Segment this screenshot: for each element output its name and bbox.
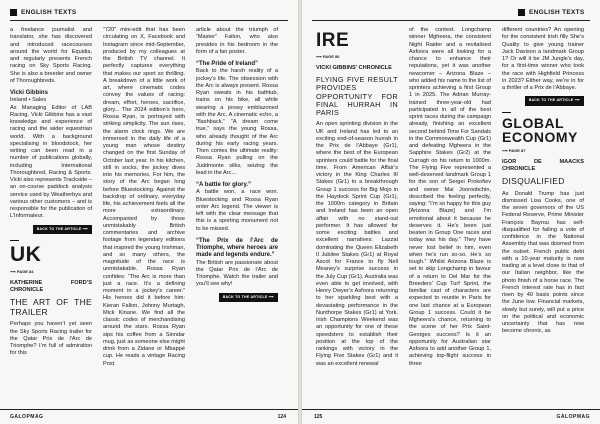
header-square-icon [10,9,17,16]
bio-text: As Managing Editor of LAB Racing, Vicki Gibbins has a vast knowledge and experience of racing and the wider equestrian world. With a background specialising in bloodstock, her writing can been read in a number of publications globally, including International Thoroughbred, Racing & Sports. Vicki also represents Trackside – an on-course paddock analysis service used by Weatherbys and various other customers – and is responsible for the publication of L’Informateur. [10,104,92,220]
article-text: article about the triumph of “Master” Fallon, who also presides in his bedroom in the form of a fan poster. [196,27,278,55]
section-title-global-economy: GLOBAL ECONOMY [502,114,578,145]
section-header-right [518,6,585,19]
left-col-1 [10,27,92,412]
section-label: ENGLISH TEXTS [21,9,77,16]
brand-logo: GALOPMAG [10,414,44,420]
article-text: “720” mini-edit that has been circulating on X, Facebook and Instagram since mid-September, produced by my colleagues at the British TV channel. It perfectly captures everything that makes our sport so thrilling. A breakdown of a little work of art, where cinematic codes convey the values of racing: dream, effort, heroes, sacrifice, glory... The 2024 edition’s hero, Rossa Ryan, is portrayed with striking simplicity. The sun rises, the alarm clock rings. We are immersed in the daily life of a young man whose destiny changed on the first Sunday of October last year. In his kitchen, still in socks, the jockey dives into his memories. For him, the story of the Arc began long before Bluestocking. Against the backdrop of ordinary, everyday life, his achievement feels all the more extraordinary. Accompanied by those unmistakably British commentaries and archive footage from legendary editions that inspired the young Irishman, and so many others, the magnitude of the race is unmistakable. Rossa Ryan confides: “The Arc is more than just a race. It’s a defining moment in a jockey’s career.” His heroes did it before him: Kieran Fallon, Johnny Murtagh, Mick Kinane. We find all the classic codes of merchandising around the stars. Rossa Ryan sips his coffee from a Sinndar mug, just as someone else might drink from a Zidane or Mbappé cup. He reads a vintage Racing Post [103,27,185,367]
chronicle-deck: FLYING FIVE RESULT PROVIDES OPPORTUNITY FOR FINAL HURRAH IN PARIS [316,75,398,118]
divider [10,240,19,241]
subheading: “A battle for glory.” [196,182,252,188]
article-text: different countries? An opening for the consistent Irish filly She’s Quality to give young trainer Jack Davison a landmark Group 1? Or will it be JM Jungle’s day, for a first-time winner who took the race with Highfield Princess in 2023? Either way, we’re in for a thriller of a Prix de l’Abbaye. [502,27,584,91]
page-number: 124 [277,414,286,420]
bio-role: Ireland • Sales [10,97,47,104]
back-row [10,225,92,235]
subheading: “The Pride of Ireland” [196,61,259,67]
left-page [0,0,298,424]
article-text: An open sprinting division in the UK and Ireland has led to an exciting end-of-season hurrah in the Prix de l’Abbaye (Gr1), where the best of the European sprinters could battle for the final time. From American Affair’s victory in the King Charles III Stakes (Gr1) to a breakthrough Group 1 success for Big Mojo in the Haydock Sprint Cup (Gr1), the 1000m category in Britain and Ireland has been an open affair with no stand-out performer. It has allowed for some exciting battles and excellent narratives: Lazzat dominating the Queen Elizabeth II Jubilee Stakes (Gr1) at Royal Ascot for France to fly Nell Meaney’s surprise success in the July Cup (Gr1). Australia was even able to get involved, with Henry Dwyer’s Asfoora returning to her sparkling best with a devastating performance in the Nunthorpe Stakes (Gr1) at York. Irish Champions Weekend was an opportunity for one of these speedsters to establish their position at the top of the rankings with victory in the Flying Five Stakes (Gr1) and it was an excellent renewal [316,121,398,367]
left-col-2 [103,27,185,412]
chronicle-deck: THE ART OF THE TRAILER [10,297,92,317]
article-text: As Donald Trump has just dismissed Lisa Cooks, one of the seven governors of the US Federal Reserve, Prime Minister François Bayrou has self-disqualified for failing a vote of confidence in the National Assembly that was doomed from the outset. French public debt with a 10-year maturity is now trading at a level close to that of our Italian neighbor, like the photo finish of a horse race. The French interest rate has in fact risen by 40 basis points since the June low. Financial markets, slowly but surely, will put a price on the political and economic uncertainty that has now become chronic, as [502,190,584,335]
article-text: Back to the harsh reality of a jockey’s life. The obsession with the Arc is always present. Rossa Ryan sweats in his bathtub, trains on his bike, all while wearing a jersey emblazoned with the Arc. A cinematic echo, a “flashback.” “A dream come true,” says the young Rossa, who already thought of the Arc during his early racing years. Then comes the ultimate reality: Rossa Ryan pulling on the Juddmonte silks, seizing the lead in the Arc... [196,68,278,176]
section-title-ire: IRE [316,30,350,51]
chronicle-author: KATHERINE FORD’S CHRONICLE [10,280,92,294]
subheading: “The Prix de l’Arc de Triomphe, where heroes are made and legends endure.” [196,237,278,259]
page-footer [302,409,600,424]
article-text: The British are passionate about the Qatar Prix de l’Arc de Triomphe. Watch the trailer and you’ll see why! [196,259,278,288]
chronicle-text: Perhaps you haven’t yet seen the Sky Sports Racing trailer for the Qatar Prix de l’Arc de Triomphe? I’m full of admiration for this [10,321,92,357]
article-text: A battle won, a race won. Bluestocking and Rossa Ryan enter Arc legend. The viewer is left with the clear message that this is a sporting monument not to be missed. [196,189,278,232]
chronicle-deck: DISQUALIFIED [502,176,565,187]
left-col-3 [196,27,278,412]
back-row [196,293,278,303]
article-text: of the contest. Longchamp winner Mgheera, the consistent Night Raider and a revitalised Asfoora were all looking for a chance to enhance their reputations, yet it was another newcomer – Arizona Blaze – who added his name to the list of sprinters achieving a first Group 1 in 2025. The Adrian Murray-trained three-year-old had participated in all of the best sprint races during the campaign already, finishing an excellent second behind Time For Sandals in the Commonwealth Cup (Gr1) and defeating Mgheera in the Sapphire Stakes (Gr2) at the Curragh on his return to 1000m. The Flying Five represented a well-deserved landmark Group 1 for the son of Sergei Prokofiev and owner Mai Jooroobchin, described the feeling perfectly, saying: “I’m so happy for this guy [Arizona Blaze] and I’m emotional about it because he deserves it. He’s been just beaten in Group One races and today was his day.” They have never lost belief in him, even when he’s run so-so. He’s so tough.” Whilst Arizona Blaze is set to skip Longchamp in favour of a return to Del Mar for the Breeders’ Cup Turf Sprint, the familiar cast of characters are expected to reunite in Paris for one last chance at a European Group 1 success. Could it be Mgheera’s chance, returning to the scene of her Prix Saint-Georges success? Is it an opportunity for Australian star Asfoora to add another Group 1, achieving top-flight success in three [409,27,491,367]
right-page [302,0,600,424]
page-ref-link[interactable]: ⟶ PAGE 84 [10,269,34,275]
back-to-article-button[interactable]: BACK TO THE ARTICLE ⟶ [33,225,92,235]
page-ref-link[interactable]: ⟶ PAGE 86 [316,54,340,59]
divider [502,112,511,113]
right-col-3 [502,27,584,412]
page-number: 125 [314,414,323,420]
header-rule [10,20,288,21]
chronicle-author: VICKI GIBBINS’ CHRONICLE [316,65,392,72]
chronicle-author: IGOR DE MAACKS CHRONICLE [502,159,584,173]
right-col-1 [316,27,398,412]
back-to-article-button[interactable]: BACK TO THE ARTICLE ⟶ [219,293,278,303]
back-row [502,96,584,106]
brand-logo: GALOPMAG [556,414,590,420]
page-ref-link[interactable]: ⟶ PAGE 87 [502,147,526,153]
section-label: ENGLISH TEXTS [529,9,585,16]
bio-name: Vicki Gibbins [10,90,48,96]
section-header-left [10,6,77,19]
page-footer [0,409,298,424]
intro-text: a freelance journalist and translator, she has discovered and introduced racecourses around the world for Equidia, and regularly presents French racing on Sky Sports Racing. She is also a breeder and owner of Thoroughbreds. [10,27,92,84]
header-rule [312,20,590,21]
back-to-article-button[interactable]: BACK TO THE ARTICLE ⟶ [525,96,584,106]
right-col-2 [409,27,491,412]
header-square-icon [518,9,525,16]
section-title-uk: UK [10,243,42,267]
